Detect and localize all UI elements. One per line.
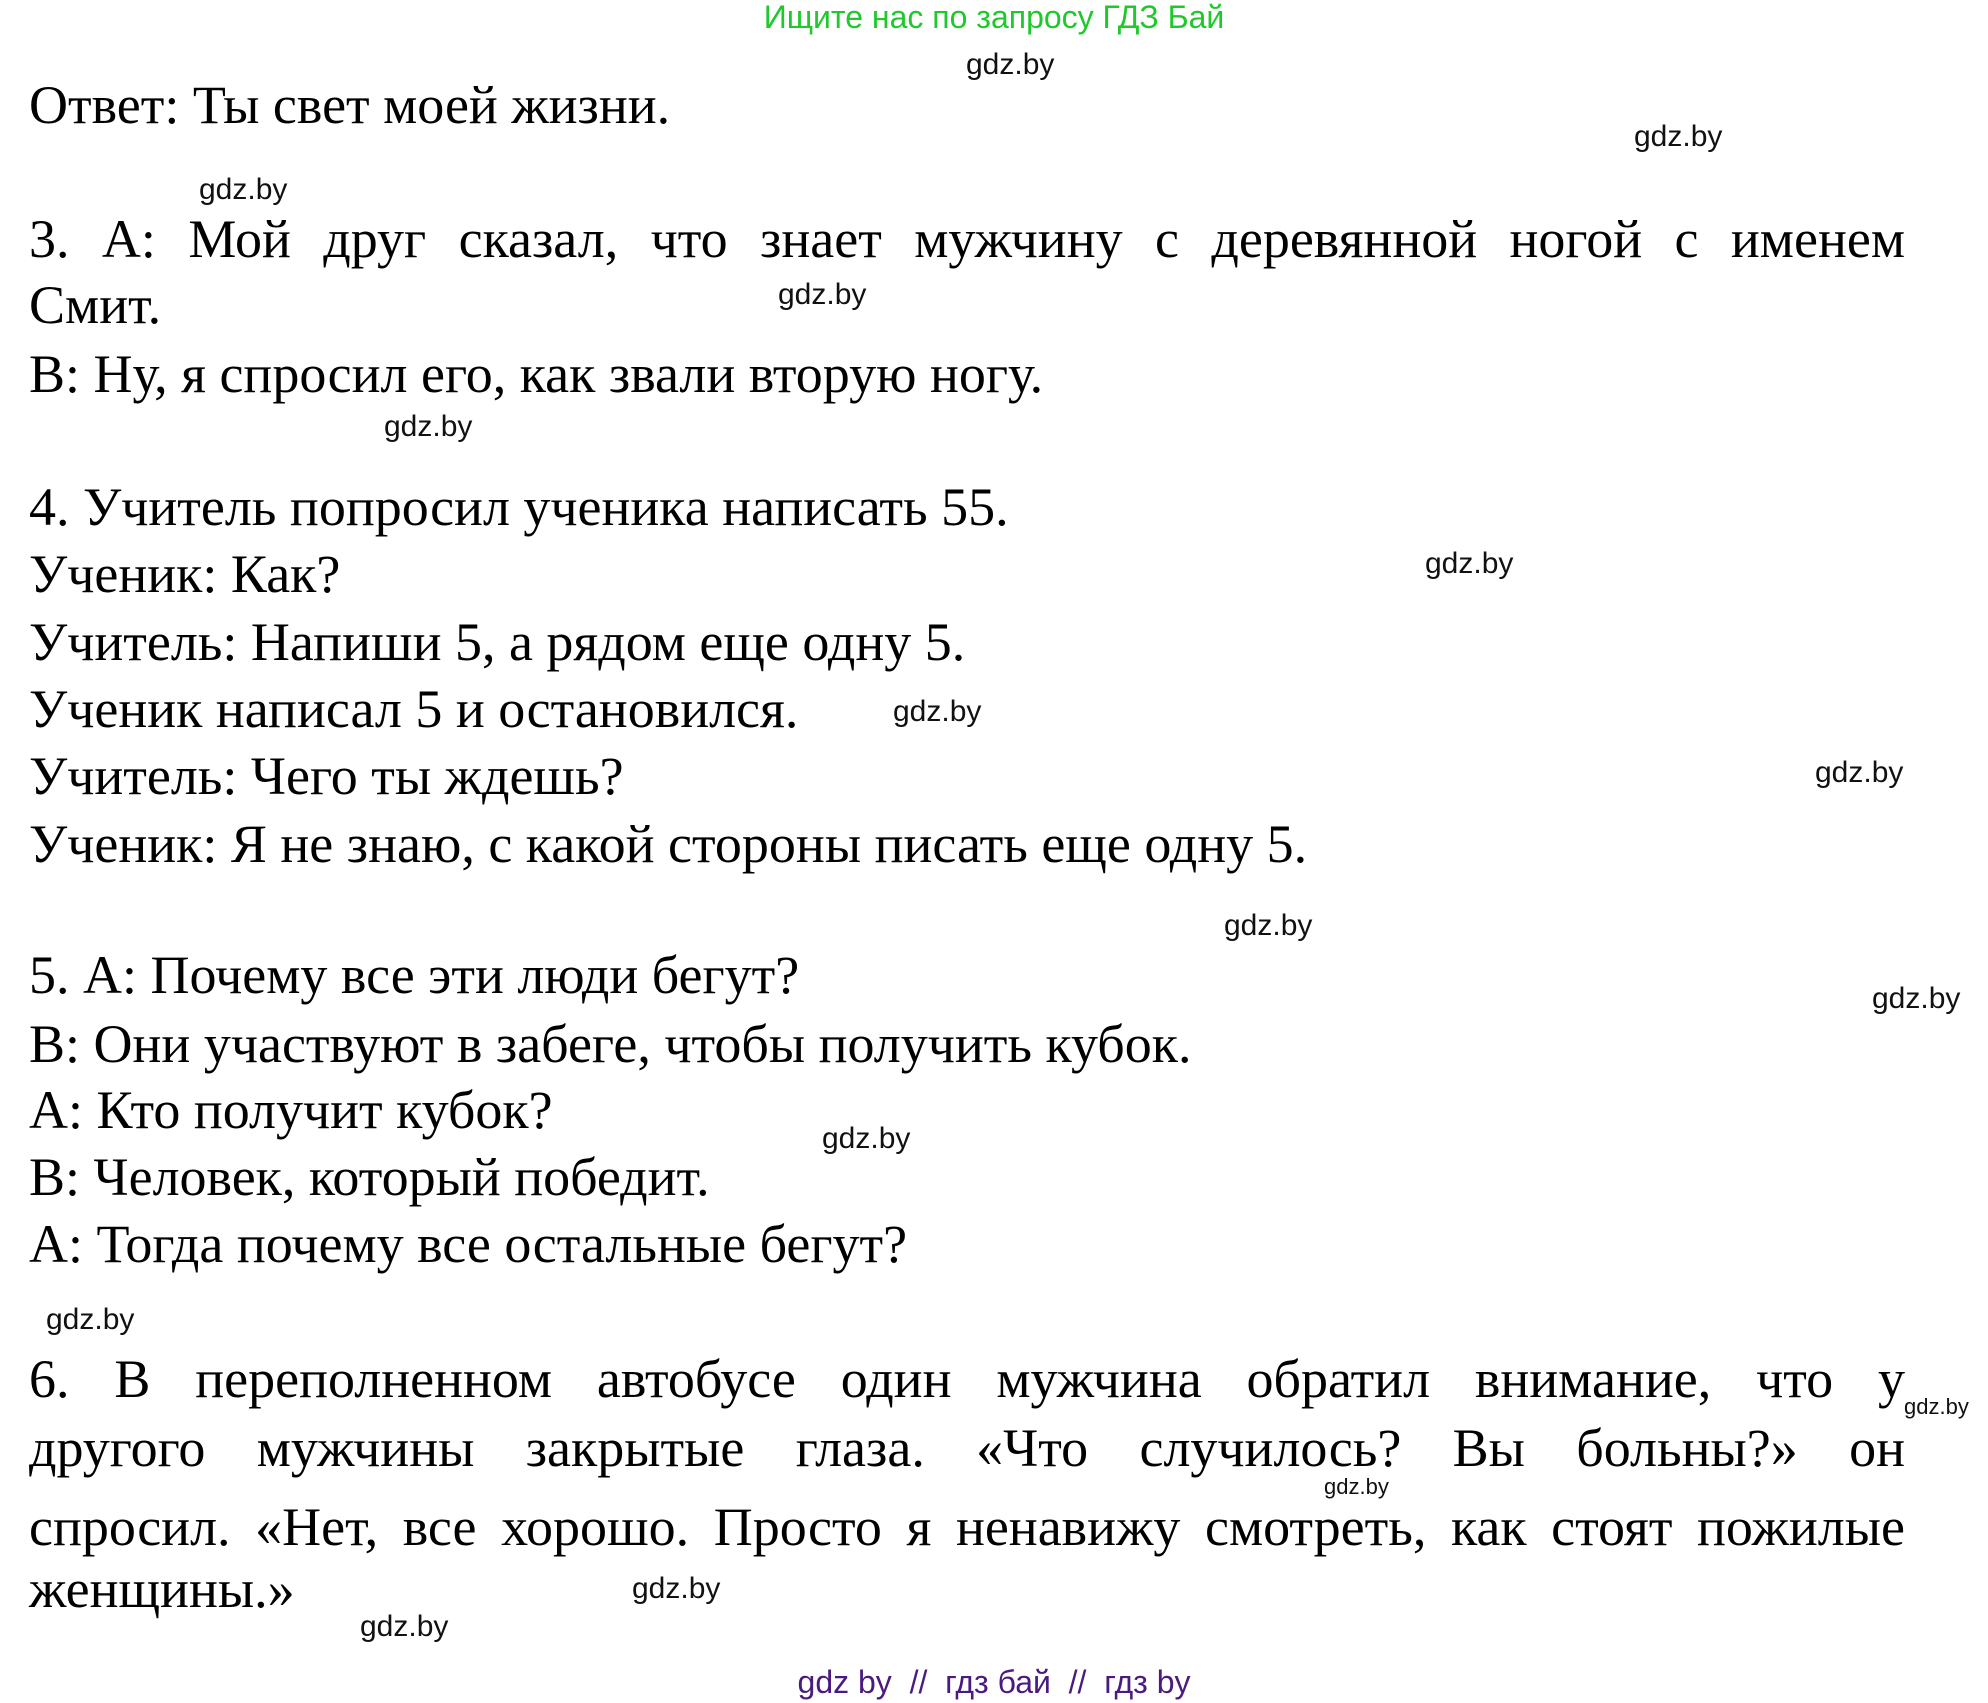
joke4-line-1: 4. Учитель попросил ученика написать 55. [29,477,1009,537]
watermark: gdz.by [1425,547,1514,580]
joke4-line-3: Учитель: Напиши 5, а рядом еще одну 5. [29,612,966,672]
watermark: gdz.by [1872,982,1961,1015]
watermark: gdz.by [966,48,1055,81]
joke6-line-3: спросил. «Нет, все хорошо. Просто я ненавижу смотреть, как стоят пожилые [29,1497,1905,1557]
joke6-line-4: женщины.» [29,1559,295,1619]
joke5-line-5: А: Тогда почему все остальные бегут? [29,1214,908,1274]
joke5-line-4: В: Человек, который победит. [29,1147,710,1207]
joke3-line-3: В: Ну, я спросил его, как звали вторую ногу. [29,344,1044,404]
watermark: gdz.by [1634,120,1723,153]
joke4-line-2: Ученик: Как? [29,544,341,604]
joke5-line-2: В: Они участвуют в забеге, чтобы получить кубок. [29,1014,1192,1074]
joke4-line-5: Учитель: Чего ты ждешь? [29,746,624,806]
joke3-line-1: 3. А: Мой друг сказал, что знает мужчину с деревянной ногой с именем [29,209,1905,269]
watermark: gdz.by [893,695,982,728]
search-banner: Ищите нас по запросу ГДЗ Бай [763,0,1225,35]
joke5-line-1: 5. А: Почему все эти люди бегут? [29,945,800,1005]
watermark: gdz.by [199,173,288,206]
watermark: gdz.by [778,278,867,311]
joke6-line-2: другого мужчины закрытые глаза. «Что случилось? Вы больны?» он [29,1418,1905,1478]
watermark: gdz.by [1224,909,1313,942]
joke3-line-2: Смит. [29,275,162,335]
watermark: gdz.by [360,1610,449,1643]
watermark: gdz.by [1324,1474,1389,1499]
watermark: gdz.by [1904,1394,1969,1419]
joke6-line-1: 6. В переполненном автобусе один мужчина обратил внимание, что у [29,1349,1905,1409]
answer-line: Ответ: Ты свет моей жизни. [29,75,671,135]
watermark: gdz.by [384,410,473,443]
footer-watermark: gdz by // гдз бай // гдз by [797,1664,1191,1700]
watermark: gdz.by [822,1122,911,1155]
joke5-line-3: А: Кто получит кубок? [29,1080,553,1140]
watermark: gdz.by [1815,756,1904,789]
watermark: gdz.by [632,1572,721,1605]
joke4-line-4: Ученик написал 5 и остановился. [29,679,799,739]
joke4-line-6: Ученик: Я не знаю, с какой стороны писать еще одну 5. [29,814,1308,874]
watermark: gdz.by [46,1303,135,1336]
